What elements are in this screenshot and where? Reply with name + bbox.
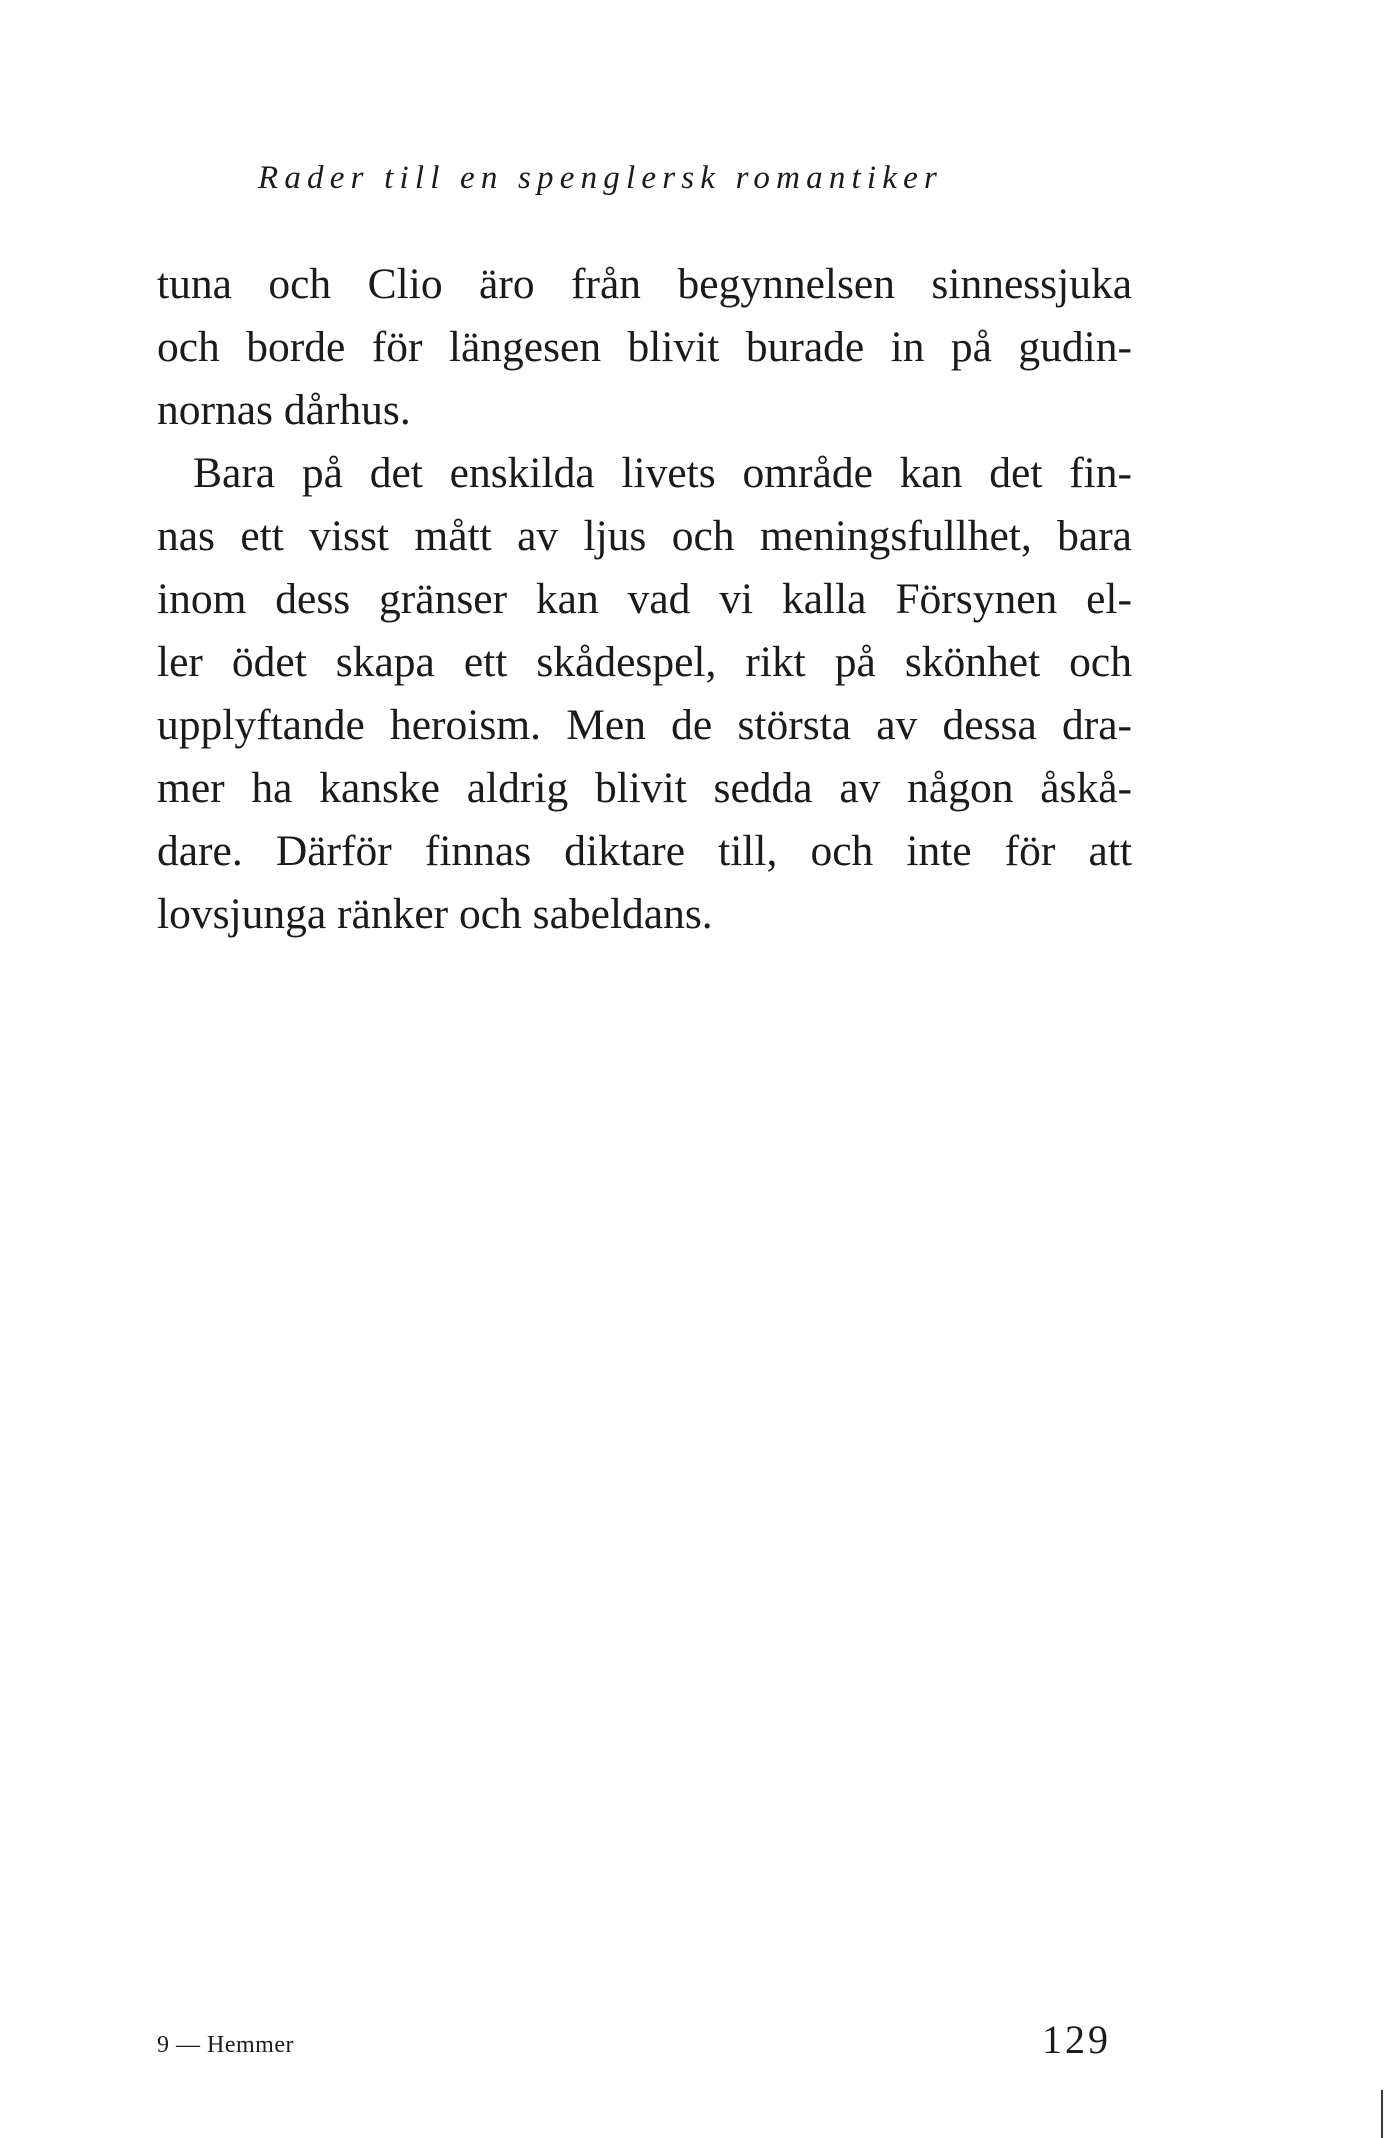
text-line: lovsjunga ränker och sabeldans. — [157, 890, 713, 938]
text-line: tuna och Clio äro från begynnelsen sinnessjuka — [157, 260, 1132, 308]
text-line: nornas dårhus. — [157, 386, 411, 434]
text-line: inom dess gränser kan vad vi kalla Försynen el- — [157, 575, 1132, 623]
text-line: Bara på det enskilda livets område kan det fin- — [193, 449, 1132, 497]
body-text — [157, 253, 1132, 946]
text-line: och borde för längesen blivit burade in på gudin- — [157, 323, 1132, 371]
printer-signature: 9 — Hemmer — [157, 2032, 294, 2058]
scan-edge-mark — [1381, 2090, 1383, 2138]
text-line: ler ödet skapa ett skådespel, rikt på skönhet och — [157, 638, 1132, 686]
text-line: dare. Därför finnas diktare till, och inte för att — [157, 827, 1132, 875]
text-line: upplyftande heroism. Men de största av dessa dra- — [157, 701, 1132, 749]
text-line: nas ett visst mått av ljus och meningsfullhet, bara — [157, 512, 1132, 560]
page-number: 129 — [1042, 2017, 1111, 2062]
text-line: mer ha kanske aldrig blivit sedda av någon åskå- — [157, 764, 1132, 812]
running-head: Rader till en spenglersk romantiker — [258, 160, 944, 196]
